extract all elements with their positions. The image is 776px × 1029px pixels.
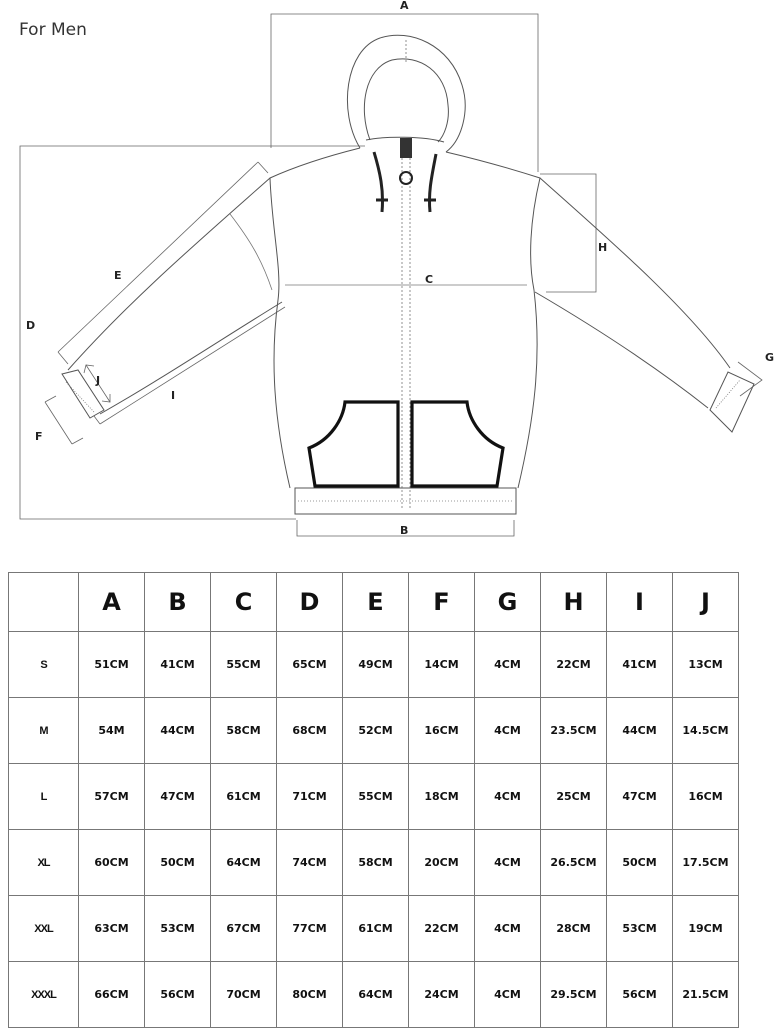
table-cell: 53CM [607, 896, 673, 962]
table-cell: 21.5CM [673, 962, 739, 1028]
table-cell: 22CM [541, 632, 607, 698]
table-cell: 25CM [541, 764, 607, 830]
table-cell: 70CM [211, 962, 277, 1028]
table-cell: 50CM [145, 830, 211, 896]
page-heading: For Men [19, 20, 87, 40]
table-cell: 49CM [343, 632, 409, 698]
label-h: H [598, 241, 608, 254]
dimension-e [58, 162, 268, 364]
label-e: E [114, 269, 122, 282]
table-header-row [9, 573, 739, 632]
table-cell: 67CM [211, 896, 277, 962]
label-f: F [35, 430, 43, 443]
table-cell: 65CM [277, 632, 343, 698]
label-b: B [400, 524, 409, 537]
table-cell: 4CM [475, 764, 541, 830]
dimension-h [540, 174, 596, 292]
column-header: J [673, 573, 739, 632]
table-cell: 13CM [673, 632, 739, 698]
table-cell: 16CM [673, 764, 739, 830]
column-header: A [79, 573, 145, 632]
right-sleeve [535, 178, 754, 432]
table-cell: 80CM [277, 962, 343, 1028]
label-g: G [765, 351, 775, 364]
size-chart-table [8, 572, 739, 1028]
table-cell: 56CM [607, 962, 673, 1028]
column-header: E [343, 573, 409, 632]
size-label: XL [9, 830, 79, 896]
table-cell: 74CM [277, 830, 343, 896]
table-cell: 41CM [145, 632, 211, 698]
table-cell: 20CM [409, 830, 475, 896]
table-cell: 55CM [211, 632, 277, 698]
table-cell: 77CM [277, 896, 343, 962]
column-header: G [475, 573, 541, 632]
table-cell: 19CM [673, 896, 739, 962]
table-cell: 29.5CM [541, 962, 607, 1028]
table-row [9, 896, 739, 962]
table-cell: 44CM [145, 698, 211, 764]
table-cell: 23.5CM [541, 698, 607, 764]
table-cell: 54M [79, 698, 145, 764]
table-cell: 66CM [79, 962, 145, 1028]
pockets [309, 402, 503, 486]
table-cell: 57CM [79, 764, 145, 830]
table-cell: 64CM [211, 830, 277, 896]
column-header: I [607, 573, 673, 632]
column-header: D [277, 573, 343, 632]
size-label: XXL [9, 896, 79, 962]
dimension-f [45, 396, 83, 444]
table-cell: 63CM [79, 896, 145, 962]
table-cell: 50CM [607, 830, 673, 896]
table-cell: 61CM [343, 896, 409, 962]
table-cell: 4CM [475, 962, 541, 1028]
size-label: L [9, 764, 79, 830]
table-cell: 41CM [607, 632, 673, 698]
left-sleeve [62, 178, 282, 418]
table-cell: 58CM [211, 698, 277, 764]
table-row [9, 830, 739, 896]
hood [347, 35, 465, 152]
table-cell: 60CM [79, 830, 145, 896]
table-cell: 28CM [541, 896, 607, 962]
dimension-i [94, 307, 285, 424]
table-cell: 4CM [475, 632, 541, 698]
label-c: C [425, 273, 434, 286]
table-cell: 26.5CM [541, 830, 607, 896]
table-cell: 47CM [145, 764, 211, 830]
table-cell: 4CM [475, 830, 541, 896]
table-cell: 56CM [145, 962, 211, 1028]
corner-cell [9, 573, 79, 632]
column-header: C [211, 573, 277, 632]
label-d: D [26, 319, 36, 332]
size-label: S [9, 632, 79, 698]
table-cell: 4CM [475, 698, 541, 764]
table-cell: 58CM [343, 830, 409, 896]
table-cell: 51CM [79, 632, 145, 698]
size-label: M [9, 698, 79, 764]
table-cell: 44CM [607, 698, 673, 764]
column-header: B [145, 573, 211, 632]
table-cell: 14.5CM [673, 698, 739, 764]
table-cell: 53CM [145, 896, 211, 962]
table-row [9, 764, 739, 830]
table-cell: 47CM [607, 764, 673, 830]
table-cell: 68CM [277, 698, 343, 764]
label-j: J [96, 374, 101, 387]
drawstrings [374, 138, 436, 212]
table-cell: 22CM [409, 896, 475, 962]
table-cell: 4CM [475, 896, 541, 962]
column-header: H [541, 573, 607, 632]
column-header: F [409, 573, 475, 632]
dimension-g [738, 362, 762, 396]
table-cell: 16CM [409, 698, 475, 764]
table-cell: 17.5CM [673, 830, 739, 896]
table-cell: 55CM [343, 764, 409, 830]
table-cell: 61CM [211, 764, 277, 830]
dimension-d [20, 146, 365, 519]
table-cell: 71CM [277, 764, 343, 830]
table-cell: 52CM [343, 698, 409, 764]
label-i: I [171, 389, 176, 402]
table-cell: 64CM [343, 962, 409, 1028]
table-row [9, 962, 739, 1028]
table-row [9, 632, 739, 698]
table-cell: 18CM [409, 764, 475, 830]
table-cell: 24CM [409, 962, 475, 1028]
size-label: XXXL [9, 962, 79, 1028]
table-cell: 14CM [409, 632, 475, 698]
hem-ribbing [295, 488, 516, 514]
label-a: A [400, 0, 409, 12]
table-row [9, 698, 739, 764]
